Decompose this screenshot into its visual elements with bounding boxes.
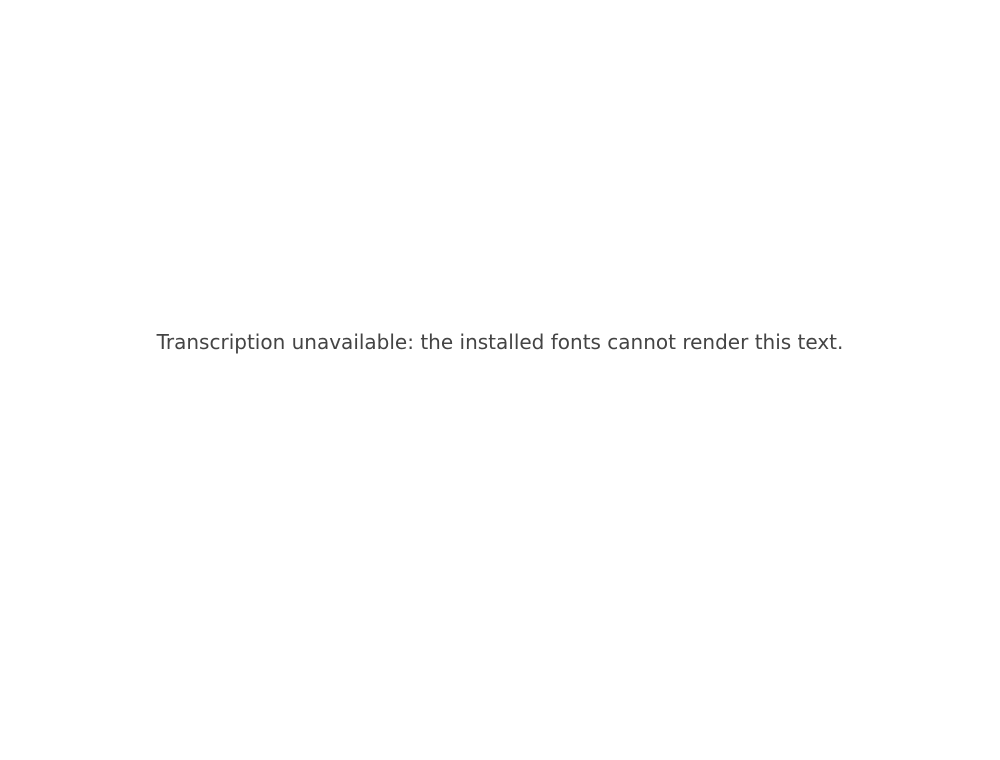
- notice: Transcription unavailable: the installed fonts cannot render this text.: [156, 330, 844, 354]
